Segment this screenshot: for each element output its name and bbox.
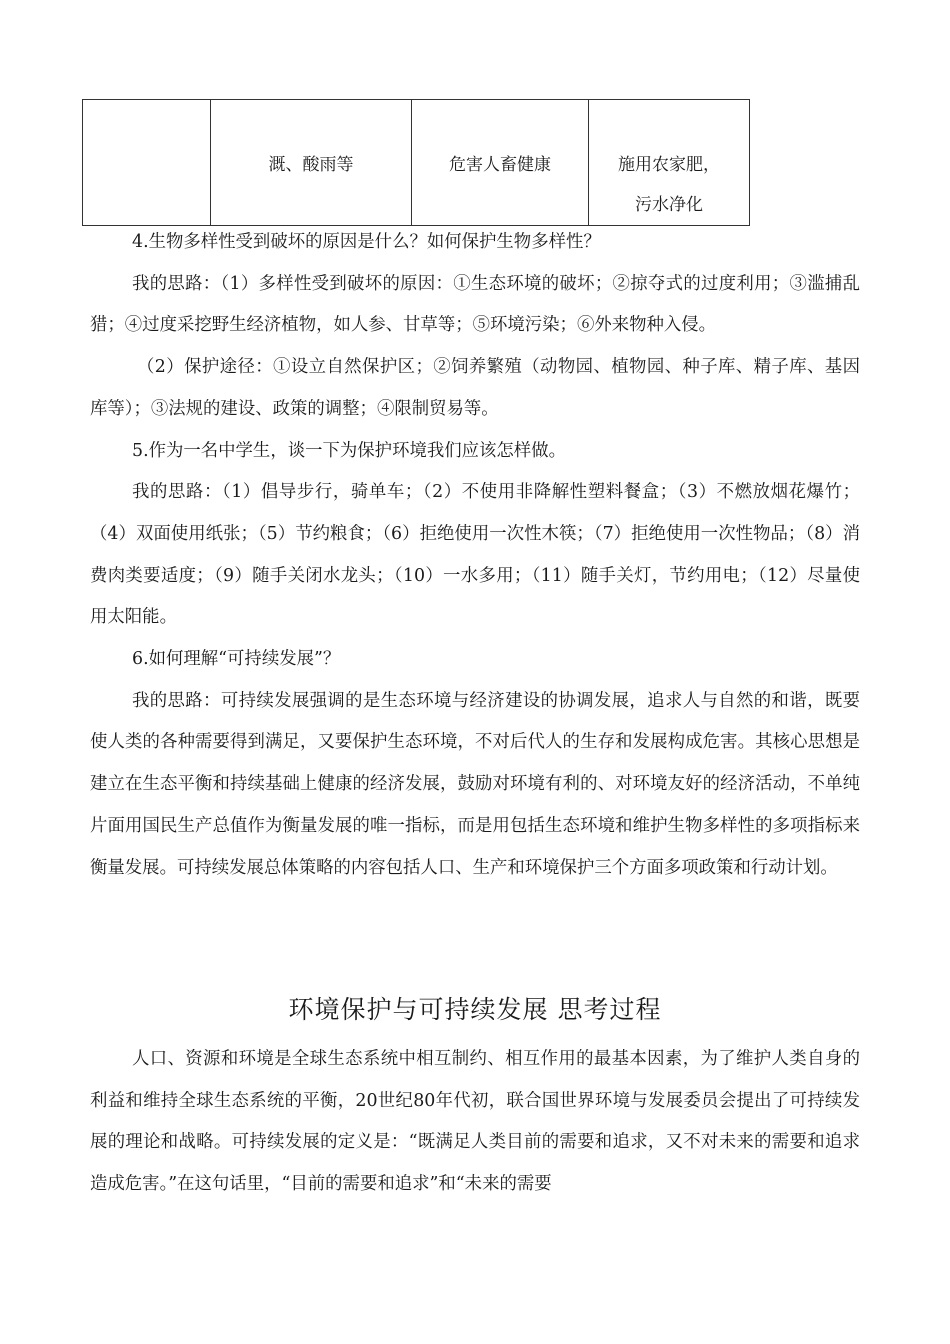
question-4: 4.生物多样性受到破坏的原因是什么？如何保护生物多样性？ — [132, 232, 601, 252]
question-6: 6.如何理解“可持续发展”？ — [132, 649, 341, 670]
section-title: 环境保护与可持续发展 思考过程 — [288, 995, 662, 1024]
answer-4-causes: 我的思路：（1）多样性受到破坏的原因：①生态环境的破坏；②掠夺式的过度利用；③滥捕乱猎；④过度采挖野生经济植物，如人参、甘草等；⑤环境污染；⑥外来物种入侵。 — [90, 273, 860, 336]
question-5: 5.作为一名中学生，谈一下为保护环境我们应该怎样做。 — [132, 440, 566, 461]
table-cell-text: 危害人畜健康 — [449, 155, 551, 175]
table-cell-text: 溉、酸雨等 — [268, 155, 354, 175]
answer-6: 我的思路：可持续发展强调的是生态环境与经济建设的协调发展，追求人与自然的和谐，既要使人类的各种需要得到满足，又要保护生态环境，不对后代人的生存和发展构成危害。其核心思想是建立在生态平衡和持续基础上健康的经济发展，鼓励对环境有利的、对环境友好的经济活动，不单纯片面用国民生产总值作为衡量发展的唯一指标，而是用包括生态环境和维护生物多样性的多项指标来衡量发展。可持续发展总体策略的内容包括人口、生产和环境保护三个方面多项政策和行动计划。 — [90, 690, 860, 878]
section-body — [90, 1039, 860, 1206]
answer-4-protection: （2）保护途径：①设立自然保护区；②饲养繁殖（动物园、植物园、种子库、精子库、基因库等）；③法规的建设、政策的调整；④限制贸易等。 — [90, 357, 860, 419]
qa-section — [90, 222, 860, 889]
table-cell — [412, 100, 589, 226]
table-cell-line: 施用农家肥， — [618, 155, 720, 175]
answer-5: 我的思路：（1）倡导步行，骑单车；（2）不使用非降解性塑料餐盒；（3）不燃放烟花爆竹；（4）双面使用纸张；（5）节约粮食；（6）拒绝使用一次性木筷；（7）拒绝使用一次性物品；（8）消费肉类要适度；（9）随手关闭水龙头；（10）一水多用；（11）随手关灯，节约用电；（12）尽量使用太阳能。 — [90, 482, 860, 628]
section-paragraph: 人口、资源和环境是全球生态系统中相互制约、相互作用的最基本因素，为了维护人类自身的利益和维持全球生态系统的平衡，20世纪80年代初，联合国世界环境与发展委员会提出了可持续发展的理论和战略。可持续发展的定义是：“既满足人类目前的需要和追求，又不对未来的需要和追求造成危害。”在这句话里，“目前的需要和追求”和“未来的需要 — [90, 1049, 860, 1195]
table-row — [83, 100, 750, 226]
table-cell-text — [589, 100, 749, 225]
table-fragment — [82, 99, 750, 226]
table-cell-line: 污水净化 — [635, 195, 703, 215]
table-cell-text — [83, 100, 210, 145]
table-cell — [589, 100, 750, 226]
table-cell — [83, 100, 211, 226]
table-cell — [211, 100, 412, 226]
